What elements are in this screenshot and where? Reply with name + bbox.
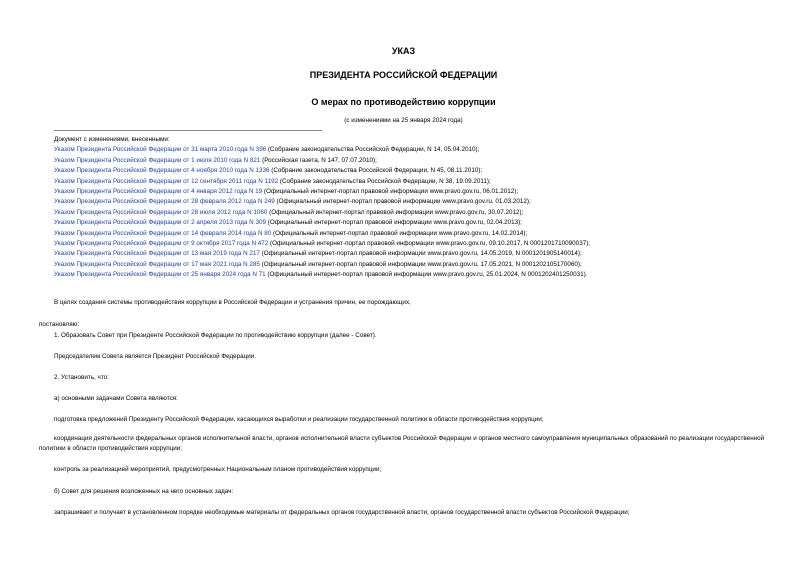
amendment-link[interactable]: Указом Президента Российской Федерации от 12 сентября 2011 года N 1192 [54,177,279,185]
paragraph: подготовка предложений Президенту Российской Федерации, касающихся выработки и реализации государственной политики в области противодействия коррупции; [54,416,544,423]
amendment-source: (Собрание законодательства Российской Федерации, N 14, 05.04.2010); [266,146,480,154]
paragraph: б) Совет для решения возложенных на него основных задач: [54,488,234,495]
amendment-link[interactable]: Указом Президента Российской Федерации от 2 апреля 2013 года N 309 [54,219,266,227]
revision-note: (с изменениями на 25 января 2024 года) [344,117,463,124]
amendment-link[interactable]: Указом Президента Российской Федерации от 31 марта 2010 года N 396 [54,146,267,154]
paragraph: постановляю: [39,321,80,328]
paragraph: контроль за реализацией мероприятий, предусмотренных Национальным планом противодействия коррупции; [54,466,382,473]
amendment-link[interactable]: Указом Президента Российской Федерации от 1 июля 2010 года N 821 [54,156,261,164]
paragraph: 2. Установить, что: [54,374,109,381]
amendment-link[interactable]: Указом Президента Российской Федерации от 17 мая 2021 года N 285 [54,260,260,268]
amendment-source: (Официальный интернет-портал правовой информации www.pravo.gov.ru, 02.04.2013); [265,219,522,227]
amendment-source: (Официальный интернет-портал правовой информации www.pravo.gov.ru, 06.01.2012); [262,188,519,196]
paragraph: а) основными задачами Совета являются: [54,395,178,402]
document-title: УКАЗ [391,46,416,56]
document-body [39,0,779,571]
amendment-link[interactable]: Указом Президента Российской Федерации от 14 февраля 2014 года N 80 [54,229,272,237]
paragraph: В целях создания системы противодействия коррупции в Российской Федерации и устранения причин, ее порождающих, [54,299,411,306]
amendment-source: (Официальный интернет-портал правовой информации www.pravo.gov.ru, 09.10.2017, N 0001201710090037); [268,240,591,248]
amendment-source: (Официальный интернет-портал правовой информации www.pravo.gov.ru, 30.07.2012); [267,208,524,216]
paragraph: 1. Образовать Совет при Президенте Российской Федерации по противодействию коррупции (далее - Совет). [54,332,377,339]
paragraph: координация деятельности федеральных органов исполнительной власти, органов исполнительной власти субъектов Российской Федерации и органов местного самоуправления муниципальных образований по реализации государственной политики в области противодействия коррупции; [39,435,765,452]
amendment-link[interactable]: Указом Президента Российской Федерации от 28 февраля 2012 года N 249 [54,198,275,206]
document-heading: О мерах по противодействию коррупции [311,97,496,107]
amendment-source: (Официальный интернет-портал правовой информации www.pravo.gov.ru, 14.02.2014); [271,229,528,237]
paragraph: Председателем Совета является Президент Российской Федерации. [54,353,257,360]
amendment-link[interactable]: Указом Президента Российской Федерации от 9 октября 2017 года N 472 [54,240,269,248]
amendment-source: (Официальный интернет-портал правовой информации www.pravo.gov.ru, 25.01.2024, N 0001202401250031). [265,271,588,279]
document-issuer: ПРЕЗИДЕНТА РОССИЙСКОЙ ФЕДЕРАЦИИ [309,70,498,80]
amendment-link[interactable]: Указом Президента Российской Федерации от 4 ноября 2010 года N 1336 [54,167,270,175]
amendment-source: (Собрание законодательства Российской Федерации, N 38, 19.09.2011); [278,177,491,185]
amendment-source: (Официальный интернет-портал правовой информации www.pravo.gov.ru, 14.05.2019, N 0001201905140014); [259,250,582,258]
amendment-link[interactable]: Указом Президента Российской Федерации от 13 мая 2019 года N 217 [54,250,260,258]
paragraph: запрашивает и получает в установленном порядке необходимые материалы от федеральных органов государственной власти, органов государственной власти субъектов Российской Федерации; [54,509,630,516]
amendment-source: (Официальный интернет-портал правовой информации www.pravo.gov.ru, 17.05.2021, N 0001202105170060); [259,260,582,268]
amendment-source: (Российская газета, N 147, 07.07.2010); [260,156,377,164]
changes-intro: Документ с изменениями, внесенными: [54,136,170,143]
amendment-link[interactable]: Указом Президента Российской Федерации от 28 июля 2012 года N 1060 [54,208,268,216]
amendment-source: (Официальный интернет-портал правовой информации www.pravo.gov.ru, 01.03.2012); [274,198,531,206]
amendment-link[interactable]: Указом Президента Российской Федерации от 4 января 2012 года N 19 [54,188,263,196]
amendment-link[interactable]: Указом Президента Российской Федерации от 25 января 2024 года N 71 [54,271,266,279]
amendment-source: (Собрание законодательства Российской Федерации, N 45, 08.11.2010); [269,167,483,175]
